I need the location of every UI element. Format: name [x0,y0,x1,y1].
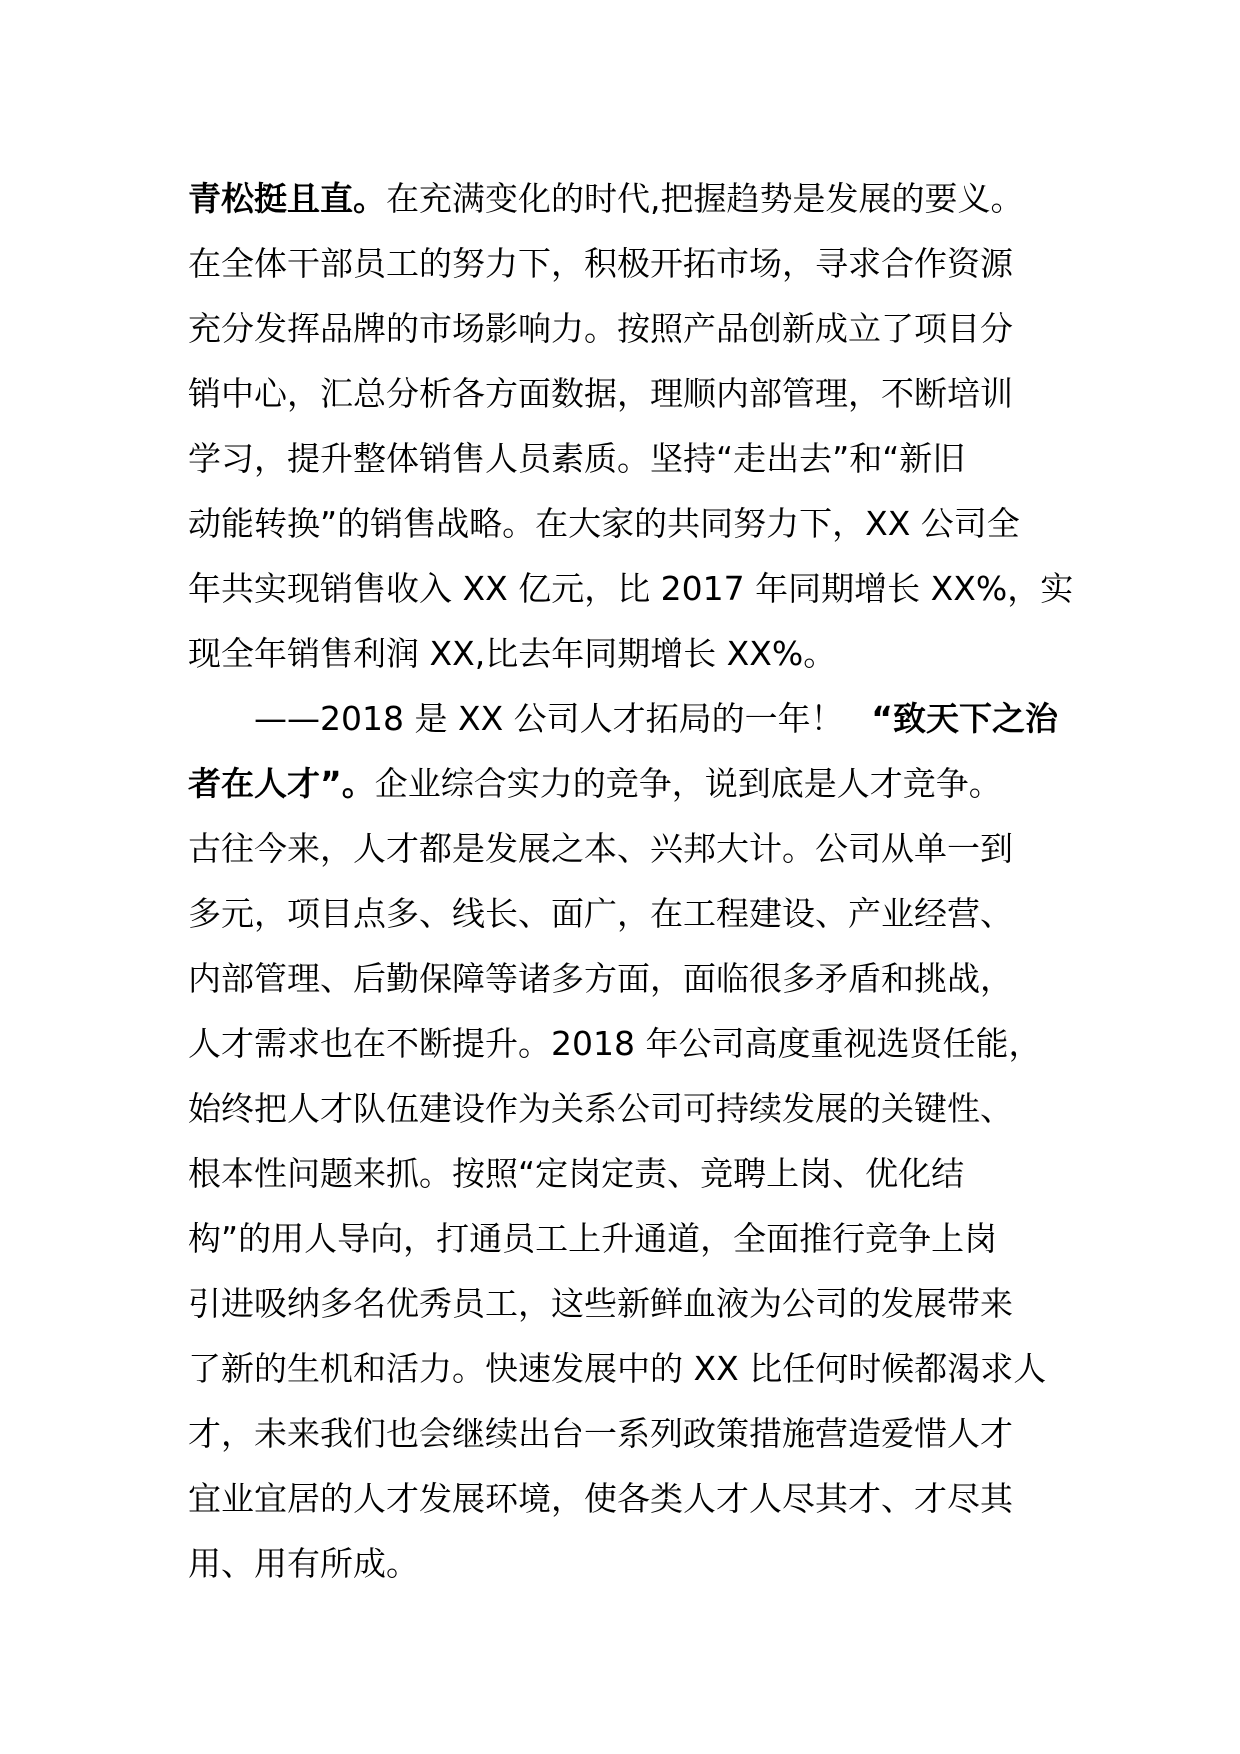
text-line [188,1336,1058,1401]
text-line [188,1271,1058,1336]
text-line [188,1531,1058,1596]
text-segment: 古往今来，人才都是发展之本、兴邦大计。公司从单一到 [188,829,1013,868]
text-segment: 在全体干部员工的努力下，积极开拓市场，寻求合作资源 [188,244,1013,283]
text-segment: 动能转换”的销售战略。在大家的共同努力下，XX 公司全 [188,504,1020,543]
text-line [188,491,1058,556]
text-segment: ——2018 是 XX 公司人才拓局的一年！ [254,699,844,738]
text-line [188,1011,1058,1076]
text-line [188,946,1058,1011]
text-segment: 在充满变化的时代,把握趋势是发展的要义。 [386,179,1024,218]
text-segment: 始终把人才队伍建设作为关系公司可持续发展的关键性、 [188,1089,1013,1128]
text-segment-bold: 青松挺且直。 [188,179,386,218]
text-segment: 现全年销售利润 XX,比去年同期增长 XX%。 [188,634,837,673]
text-segment: 销中心，汇总分析各方面数据，理顺内部管理，不断培训 [188,374,1013,413]
text-line [188,296,1058,361]
text-segment: 才，未来我们也会继续出台一系列政策措施营造爱惜人才 [188,1414,1013,1453]
body-text [188,166,1074,1596]
text-segment-bold: “致天下之治 [871,699,1058,738]
text-line [188,621,1058,686]
text-line [188,1401,1058,1466]
text-segment: 引进吸纳多名优秀员工，这些新鲜血液为公司的发展带来 [188,1284,1013,1323]
text-segment: 用、用有所成。 [188,1544,419,1583]
text-line [188,816,1058,881]
text-segment: 宜业宜居的人才发展环境，使各类人才人尽其才、才尽其 [188,1479,1013,1518]
text-segment: 年共实现销售收入 XX 亿元，比 2017 年同期增长 XX%，实 [188,569,1074,608]
text-segment: 人才需求也在不断提升。2018 年公司高度重视选贤任能， [188,1024,1042,1063]
text-line [188,361,1058,426]
text-segment: 构”的用人导向，打通员工上升通道，全面推行竞争上岗 [188,1219,998,1258]
text-line [188,881,1058,946]
text-line [188,686,1058,751]
text-segment: 企业综合实力的竞争，说到底是人才竞争。 [374,764,1002,803]
text-line [188,231,1058,296]
text-line [188,1206,1058,1271]
text-line [188,426,1058,491]
text-line [188,1141,1058,1206]
text-line [188,1076,1058,1141]
text-line [188,751,1058,816]
text-segment: 了新的生机和活力。快速发展中的 XX 比任何时候都渴求人 [188,1349,1047,1388]
text-segment: 多元，项目点多、线长、面广，在工程建设、产业经营、 [188,894,1013,933]
text-line [188,1466,1058,1531]
text-segment-bold: 者在人才”。 [188,764,375,803]
text-segment: 根本性问题来抓。按照“定岗定责、竞聘上岗、优化结 [188,1154,965,1193]
text-segment: 充分发挥品牌的市场影响力。按照产品创新成立了项目分 [188,309,1013,348]
text-line [188,166,1058,231]
text-segment: 内部管理、后勤保障等诸多方面，面临很多矛盾和挑战， [188,959,1013,998]
text-segment: 学习，提升整体销售人员素质。坚持“走出去”和“新旧 [188,439,966,478]
text-line [188,556,1074,621]
